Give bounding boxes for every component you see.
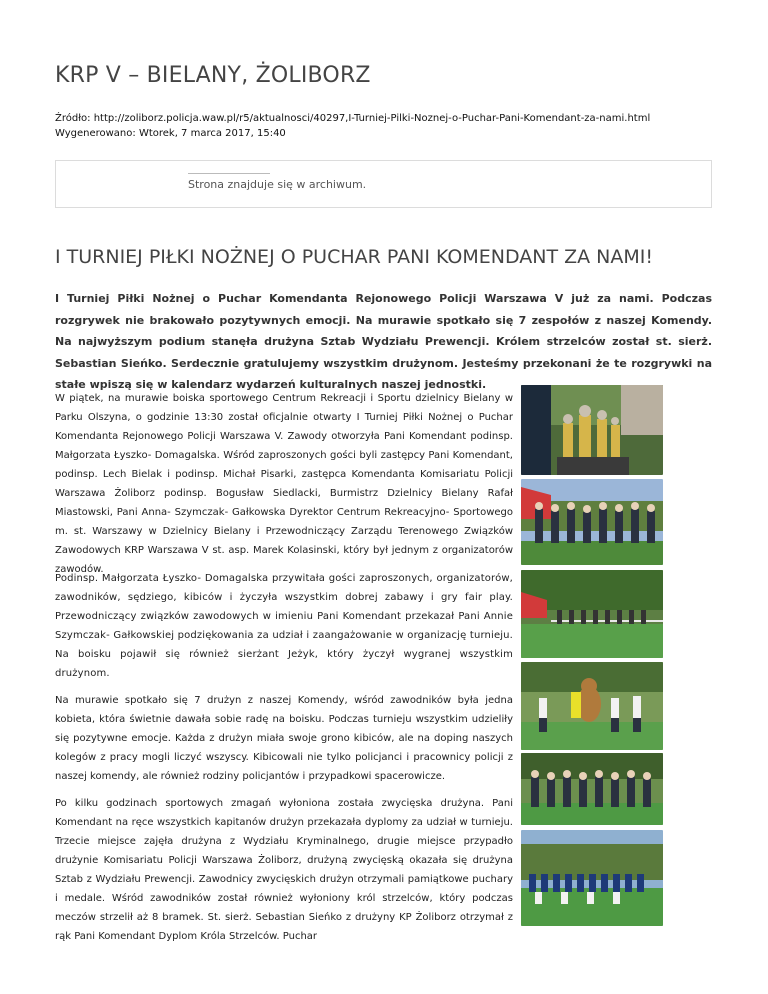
article-paragraph: Po kilku godzinach sportowych zmagań wyłoniona została zwycięska drużyna. Pani Komendant na ręce wszystkich kapitanów drużyn przekazała dyplomy za udział w turnieju. Trzecie miejsce zajęła drużyna z Wydziału Kryminalnego, drugie miejsce przypadło drużynie Komisariatu Policji Warszawa Żoliborz, drużyną zwycięską okazała się drużyna Sztab z Wydziału Prewencji. Zawodnicy zwycięskich drużyn otrzymali pamiątkowe puchary i medale. Wśród zawodników został również wyłoniony król strzelców, który podczas meczów strzelił aż 8 bramek. St. sierż. Sebastian Sieńko z drużyny KP Żoliborz otrzymał z rąk Pani Komendant Dyplom Króla Strzelców. Puchar xyxy=(55,798,513,942)
article-paragraph: Na murawie spotkało się 7 drużyn z naszej Komendy, wśród zawodników była jedna kobieta, która świetnie dawała sobie radę na boisku. Podczas turnieju wszystkim udzieliły się pozytywne emocje. Każda z drużyn miała swoje grono kibiców, ale na doping naszych kolegów z pracy mogli liczyć wszyscy. Kibicowali nie tylko policjanci i pracownicy policji z naszej komendy, ale również rodziny policjantów i przypadkowi spacerowicze. xyxy=(55,695,513,782)
photo-field-lineup xyxy=(521,570,663,658)
generated-date-line: Wygenerowano: Wtorek, 7 marca 2017, 15:40 xyxy=(55,128,286,139)
photo-team xyxy=(521,830,663,926)
archive-divider xyxy=(188,173,270,174)
article-headline: I TURNIEJ PIŁKI NOŻNEJ O PUCHAR PANI KOMENDANT ZA NAMI! xyxy=(55,246,653,268)
article-paragraph: W piątek, na murawie boiska sportowego Centrum Rekreacji i Sportu dzielnicy Bielany w Parku Olszyna, o godzinie 13:30 został oficjalnie otwarty I Turniej Piłki Nożnej o Puchar Komendanta Rejonowego Policji Warszawa V. Zawody otworzyła Pani Komendant podinsp. Małgorzata Łyszko- Domagalska. Wśród zaproszonych gości byli zastępcy Pani Komendant, podinsp. Lech Bielak i podinsp. Michał Pisarki, zastępca Komendanta Komisariatu Policji Warszawa Żoliborz podinsp. Bogusław Siedlacki, Burmistrz Dzielnicy Bielany Rafał Miastowski, Pani Anna- Szymczak- Gałkowska Dyrektor Centrum Rekreacyjno- Sportowego m. st. Warszawy w Dzielnicy Bielany i Przewodniczący Zarządu Terenowego Związków Zawodowych KRP Warszawa V st. asp. Marek Kolasinski, który był jednym z organizatorów zawodów. xyxy=(55,393,513,575)
photo-trophies xyxy=(521,385,663,475)
site-title: KRP V – BIELANY, ŻOLIBORZ xyxy=(55,63,371,88)
source-meta xyxy=(55,111,650,141)
archive-notice-box xyxy=(55,160,712,208)
photo-guests-row xyxy=(521,479,663,565)
source-url-line: Źródło: http://zoliborz.policja.waw.pl/r5/aktualnosci/40297,I-Turniej-Pilki-Noznej-o-Puchar-Pani-Komendant-za-nami.html xyxy=(55,113,651,124)
archive-notice-text: Strona znajduje się w archiwum. xyxy=(188,178,367,191)
article-paragraph: Podinsp. Małgorzata Łyszko- Domagalska przywitała gości zaproszonych, organizatorów, zawodników, sędziego, kibiców i życzyła wszystkim dobrej zabawy i gry fair play. Przewodniczący związków zawodowych w imieniu Pani Komendant przekazał Pani Annie Szymczak- Gałkowskiej podziękowania za udział i zaangażowanie w organizację turnieju. Na boisku pojawił się również sierżant Jeżyk, który życzył wygranej wszystkim drużynom. xyxy=(55,573,513,679)
article-lead: I Turniej Piłki Nożnej o Puchar Komendanta Rejonowego Policji Warszawa V już za nami. Podczas rozgrywek nie brakowało pozytywnych emocji. Na murawie spotkało się 7 zespołów z naszej Komendy. Na najwyższym podium stanęła drużyna Sztab Wydziału Prewencji. Królem strzelców został st. sierż. Sebastian Sieńko. Serdecznie gratulujemy wszystkim drużynom. Jesteśmy przekonani że te rozgrywki na stałe wpiszą się w kalendarz wydarzeń kulturalnych naszej jednostki. xyxy=(55,292,712,391)
photo-ceremony xyxy=(521,753,663,825)
photo-mascot xyxy=(521,662,663,750)
